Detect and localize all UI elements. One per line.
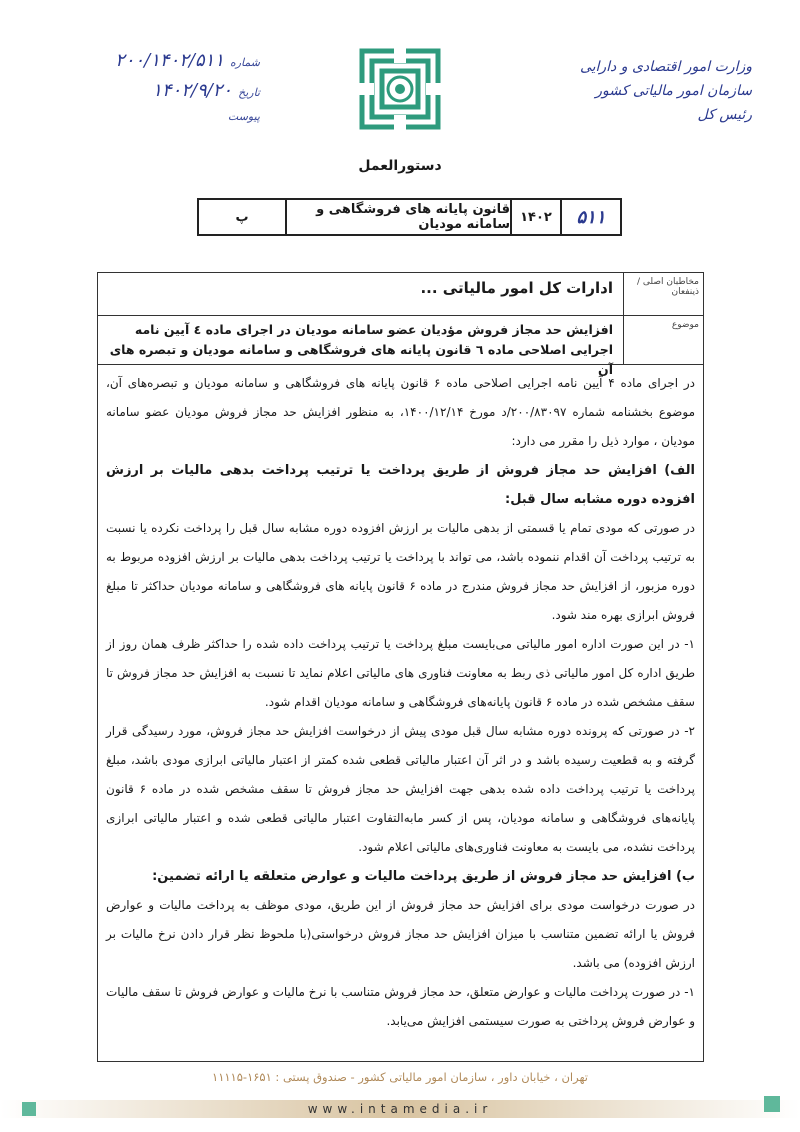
addressee-label: مخاطبان اصلی / ذینفعان <box>623 273 703 315</box>
subject-value: افزایش حد مجاز فروش مؤدیان عضو سامانه مودیان در اجرای ماده ٤ آیین نامه اجرایی اصلاحی ماده ٦ قانون پایانه های فروشگاهی و سامانه مودیان و تبصره های آن <box>109 322 613 377</box>
date-value: ۱۴۰۲/۹/۲۰ <box>152 80 233 101</box>
head-title-line: رئیس کل <box>697 107 752 123</box>
directive-law: قانون پایانه های فروشگاهی و سامانه مودیان <box>285 200 510 234</box>
subject-label: موضوع <box>623 316 703 364</box>
paragraph-section-a: در صورتی که مودی تمام یا قسمتی از بدهی مالیات بر ارزش افزوده دوره مشابه سال قبل را پرداخت نکرده یا نسبت به ترتیب پرداخت آن اقدام ننموده باشد، می تواند با پرداخت یا ترتیب پرداخت بدهی مالیات بر ارزش افزوده مربوط به دوره مزبور، از افزایش حد مجاز فروش مندرج در ماده ۶ قانون پایانه های فروشگاهی و سامانه مودیان حداکثر تا مبلغ فروش ابرازی بهره مند شود. <box>106 521 695 622</box>
paragraph-section-b: در صورت درخواست مودی برای افزایش حد مجاز فروش از این طریق، مودی موظف به پرداخت مالیات و عوارض فروش یا ارائه تضمین متناسب با میزان افزایش حد مجاز فروش درخواستی(با ملحوظ نظر قرار دادن نرخ مالیات بر ارزش افزوده) می باشد. <box>106 898 695 970</box>
ministry-heading <box>552 55 752 127</box>
attachment-label: پیوست <box>227 110 260 123</box>
footer-address: تهران ، خیابان داور ، سازمان امور مالیاتی کشور - صندوق پستی : ۱۶۵۱-۱۱۱۱۵ <box>212 1070 588 1084</box>
directive-text <box>98 365 703 1036</box>
paragraph-intro: در اجرای ماده ۴ آیین نامه اجرایی اصلاحی ماده ۶ قانون پایانه های فروشگاهی و سامانه مودیان و تبصره‌های آن، موضوع بخشنامه شماره ۲۰۰/۸۳۰۹۷/د مورخ ۱۴۰۰/۱۲/۱۴، به منظور افزایش حد مجاز فروش مودیان عضو سامانه مودیان ، موارد ذیل را مقرر می دارد: <box>106 376 696 448</box>
document-type-title: دستورالعمل <box>358 158 442 174</box>
addressee-row <box>98 273 703 316</box>
tax-organization-logo <box>358 47 442 131</box>
directive-code: ۵۱۱ <box>560 200 620 234</box>
footer-website: www.intamedia.ir <box>307 1102 493 1116</box>
paragraph-a-item-2: ۲- در صورتی که پرونده دوره مشابه سال قبل مودی پیش از درخواست افزایش حد مجاز فروش، مورد رسیدگی قرار گرفته و به قطعیت رسیده باشد و در اثر آن اعتبار مالیاتی قطعی شده کمتر از اعتبار مالیاتی ابرازی مودی باشد، مبلغ پرداخت یا ترتیب پرداخت داده شده بدهی جهت افزایش حد مجاز فروش تا سقف مشخص شده در ماده ۶ قانون پایانه‌های فروشگاهی و سامانه مودیان، پس از کسر مابه‌التفاوت اعتبار مالیاتی قطعی شده و اعتبار مالیاتی ابرازی پرداخت نشده، می بایست به معاونت فناوری‌های مالیاتی اعلام شود. <box>106 724 695 854</box>
directive-letter: پ <box>235 209 249 225</box>
date-label: تاریخ <box>238 86 260 99</box>
ministry-line: وزارت امور اقتصادی و دارایی <box>579 59 752 75</box>
paragraph-a-item-1: ۱- در این صورت اداره امور مالیاتی می‌بایست مبلغ پرداخت یا ترتیب پرداخت داده شده را حداکثر ظرف همان روز از طریق اداره کل امور مالیاتی ذی ربط به معاونت فناوری های مالیاتی اعلام نماید تا نسبت به افزایش حد مجاز فروش تا سقف مشخص شده در ماده ۶ قانون پایانه‌های فروشگاهی و سامانه مودیان اقدام شود. <box>106 637 695 709</box>
number-label: شماره <box>229 56 260 69</box>
paragraph-b-item-1: ۱- در صورت پرداخت مالیات و عوارض متعلق، حد مجاز فروش متناسب با نرخ مالیات و عوارض فروش تا سقف مالیات و عوارض فروش پرداختی به صورت سیستمی افزایش می‌یابد. <box>106 985 695 1028</box>
footer-left-square <box>22 1102 36 1116</box>
directive-info-strip <box>197 198 622 236</box>
organization-line: سازمان امور مالیاتی کشور <box>595 83 752 99</box>
directive-body-frame <box>97 272 704 1062</box>
section-a-heading: الف) افزایش حد مجاز فروش از طریق پرداخت یا ترتیب پرداخت بدهی مالیات بر ارزش افزوده دوره مشابه سال قبل: <box>106 463 695 507</box>
addressee-value: ادارات کل امور مالیاتی ... <box>420 279 613 297</box>
subject-row <box>98 316 703 377</box>
footer-right-square <box>764 1096 780 1112</box>
directive-year: ۱۴۰۲ <box>510 200 560 234</box>
letter-meta <box>70 50 260 140</box>
page-footer <box>0 1064 800 1132</box>
number-value: ۲۰۰/۱۴۰۲/۵۱۱ <box>115 50 224 71</box>
section-b-heading: ب) افزایش حد مجاز فروش از طریق پرداخت مالیات و عوارض متعلقه یا ارائه تضمین: <box>152 869 695 884</box>
